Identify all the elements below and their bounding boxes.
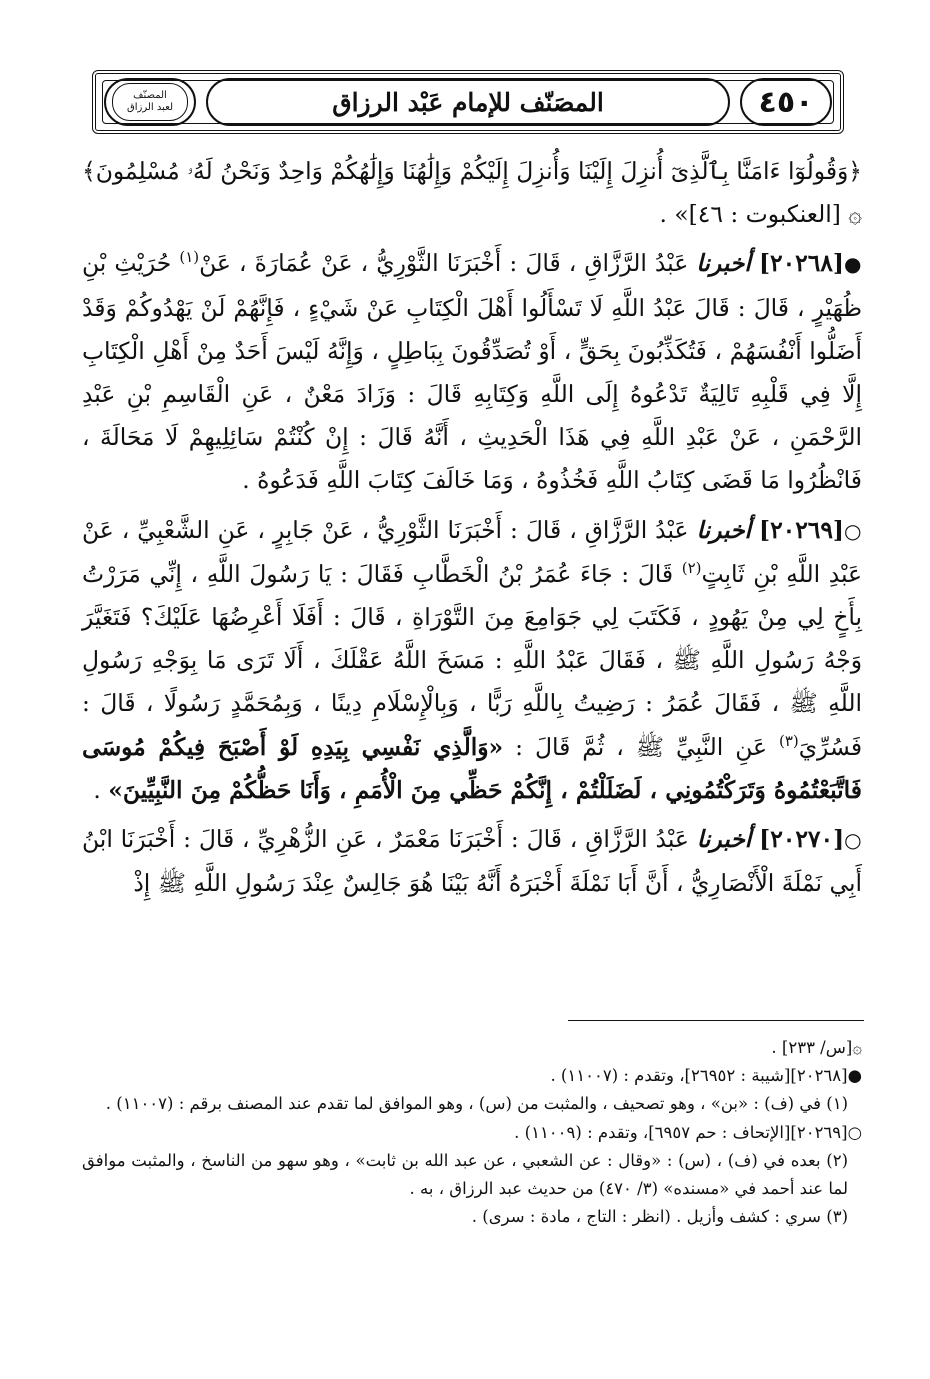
- hadith-text: عَبْدُ الرَّزَّاقِ ، قَالَ : أَخْبَرَنَا الثَّوْرِيُّ ، عَنْ جَابِرٍ ، عَنِ الشَّعْبِيِّ ، عَنْ عَبْدِ اللَّهِ بْنِ ثَابِتٍ: [82, 515, 863, 588]
- running-title-box: [206, 78, 730, 126]
- logo-line-1: المصنّف: [133, 90, 167, 101]
- footnote-source-20268: ●[٢٠٢٦٨][شيبة : ٢٦٩٥٢]، وتقدم : (١١٠٠٧) .: [550, 1066, 862, 1086]
- footnote-separator: [568, 1020, 864, 1021]
- page-number-medallion: [740, 78, 832, 126]
- hadith-text: عَنِ النَّبِيِّ ﷺ ، ثُمَّ قَالَ :: [515, 732, 767, 761]
- footnote-ref: (٢): [681, 559, 702, 578]
- logo-medallion: [104, 78, 196, 126]
- running-title: المصَنّف للإمام عَبْد الرزاق: [332, 87, 604, 117]
- footnote-ref: (٣): [778, 731, 799, 750]
- hadith-marker: ○: [844, 518, 862, 543]
- main-text: [82, 150, 862, 911]
- footnotes: [82, 1034, 862, 1231]
- hadith-text: عَبْدُ الرَّزَّاقِ ، قَالَ : أَخْبَرَنَا الثَّوْرِيُّ ، عَنْ عُمَارَةَ ، عَنْ: [199, 249, 689, 278]
- hadith-20268: [82, 242, 862, 502]
- hadith-marker: ●: [843, 252, 863, 277]
- footnote-1: (١) في (ف) : «بن» ، وهو تصحيف ، والمثبت من (س) ، وهو الموافق لما تقدم عند المصنف برقم : (١١٠٠٧) .: [105, 1094, 848, 1114]
- hadith-text: حُرَيْثِ بْنِ ظُهَيْرٍ ، قَالَ : قَالَ عَبْدُ اللَّهِ لَا تَسْأَلُوا أَهْلَ الْكِتَابِ عَنْ شَيْءٍ ، فَإِنَّهُمْ لَنْ يَهْدُوكُمْ وَقَدْ أَضَلُّوا أَنْفُسَهُمْ ، فَتُكَذِّبُونَ بِحَقٍّ ، أَوْ تُصَدِّقُونَ بِبَاطِلٍ ، وَإِنَّهُ لَيْسَ أَحَدٌ مِنْ أَهْلِ الْكِتَابِ إِلَّا فِي قَلْبِهِ تَالِيَةٌ تَدْعُوهُ إِلَى اللَّهِ وَكِتَابِهِ قَالَ : وَزَادَ مَعْنٌ ، عَنِ الْقَاسِمِ بْنِ عَبْدِ الرَّحْمَنِ ، عَنْ عَبْدِ اللَّهِ فِي هَذَا الْحَدِيثِ ، أَنَّهُ قَالَ : إِنْ كُنْتُمْ سَائِلِيهِمْ لَا مَحَالَةَ ، فَانْظُرُوا مَا قَضَى كِتَابُ اللَّهِ فَخُذُوهُ ، وَمَا خَالَفَ كِتَابَ اللَّهِ فَدَعُوهُ .: [82, 249, 862, 495]
- hadith-marker: ○: [844, 828, 863, 853]
- hadith-20269: [82, 509, 862, 812]
- footnote-source-20269: ○[٢٠٢٦٩][الإتحاف : حم ٦٩٥٧]، وتقدم : (١١٠٠٩) .: [514, 1122, 862, 1142]
- page-header: [92, 70, 844, 134]
- logo-line-2: لعبد الرزاق: [126, 102, 174, 113]
- hadith-number: [٢٠٢٧٠]: [759, 825, 845, 854]
- footnote-3: (٣) سري : كشف وأزيل . (انظر : التاج ، مادة : سرى) .: [471, 1207, 848, 1227]
- footnote-2: (٢) بعده في (ف) ، (س) : «وقال : عن الشعبي ، عن عبد الله بن ثابت» ، وهو سهو من الناسخ ، والمثبت موافق لما عند أحمد في «مسنده» (٣/ ٤٧٠) من حديث عبد الرزاق ، به .: [82, 1150, 848, 1199]
- quran-verse-continuation: ﴿وَقُولُوٓا ءَامَنَّا بِٱلَّذِىٓ أُنزِلَ إِلَيْنَا وَأُنزِلَ إِلَيْكُمْ وَإِلَٰهُنَا وَإِلَٰهُكُمْ وَاحِدٌ وَنَحْنُ لَهُۥ مُسْلِمُونَ﴾ ۞ [العنكبوت : ٤٦]» .: [82, 157, 862, 229]
- footnote-manuscript-ref: ۞[س/ ٢٣٣] .: [771, 1038, 862, 1057]
- page-number: ٤٥٠: [758, 84, 814, 120]
- footnote-ref: (١): [179, 248, 200, 267]
- sentence-end: .: [93, 775, 109, 804]
- hadith-text: عَبْدُ الرَّزَّاقِ ، قَالَ : أَخْبَرَنَا مَعْمَرٌ ، عَنِ الزُّهْرِيِّ ، قَالَ : أَخْبَرَنَا ابْنُ أَبِي نَمْلَةَ الْأَنْصَارِيُّ ، أَنَّ أَبَا نَمْلَةَ أَخْبَرَهُ أَنَّهُ بَيْنَا هُوَ جَالِسٌ عِنْدَ رَسُولِ اللَّهِ ﷺ إِذْ: [82, 825, 862, 898]
- prophetic-quote: «وَالَّذِي نَفْسِي بِيَدِهِ لَوْ أَصْبَحَ فِيكُمْ مُوسَى فَاتَّبَعْتُمُوهُ وَتَرَكْتُمُونِي ، لَضَلَلْتُمْ ، إِنَّكُمْ حَظِّي مِنَ الْأُمَمِ ، وَأَنَا حَظُّكُمْ مِنَ النَّبِيِّينَ»: [82, 732, 862, 804]
- hadith-text: قَالَ : جَاءَ عُمَرُ بْنُ الْخَطَّابِ فَقَالَ : يَا رَسُولَ اللَّهِ ، إِنِّي مَرَرْتُ بِأَخٍ لِي مِنْ يَهُودٍ ، فَكَتَبَ لِي جَوَامِعَ مِنَ التَّوْرَاةِ ، قَالَ : أَفَلَا أَعْرِضُهَا عَلَيْكَ؟ فَتَغَيَّرَ وَجْهُ رَسُولِ اللَّهِ ﷺ ، فَقَالَ عَبْدُ اللَّهِ : مَسَخَ اللَّهُ عَقْلَكَ ، أَلَا تَرَى مَا بِوَجْهِ رَسُولِ اللَّهِ ﷺ ، فَقَالَ عُمَرُ : رَضِيتُ بِاللَّهِ رَبًّا ، وَبِالْإِسْلَامِ دِينًا ، وَبِمُحَمَّدٍ رَسُولًا ، قَالَ : فَسُرِّيَ: [82, 559, 862, 761]
- book-logo-seal: [112, 83, 188, 121]
- hadith-20270: [82, 818, 862, 905]
- hadith-number: [٢٠٢٦٨]: [758, 249, 844, 278]
- hadith-number: [٢٠٢٦٩]: [759, 515, 844, 544]
- akhbarana-label: أخبرنا: [696, 825, 752, 854]
- akhbarana-label: أخبرنا: [696, 515, 752, 544]
- akhbarana-label: أخبرنا: [696, 249, 751, 278]
